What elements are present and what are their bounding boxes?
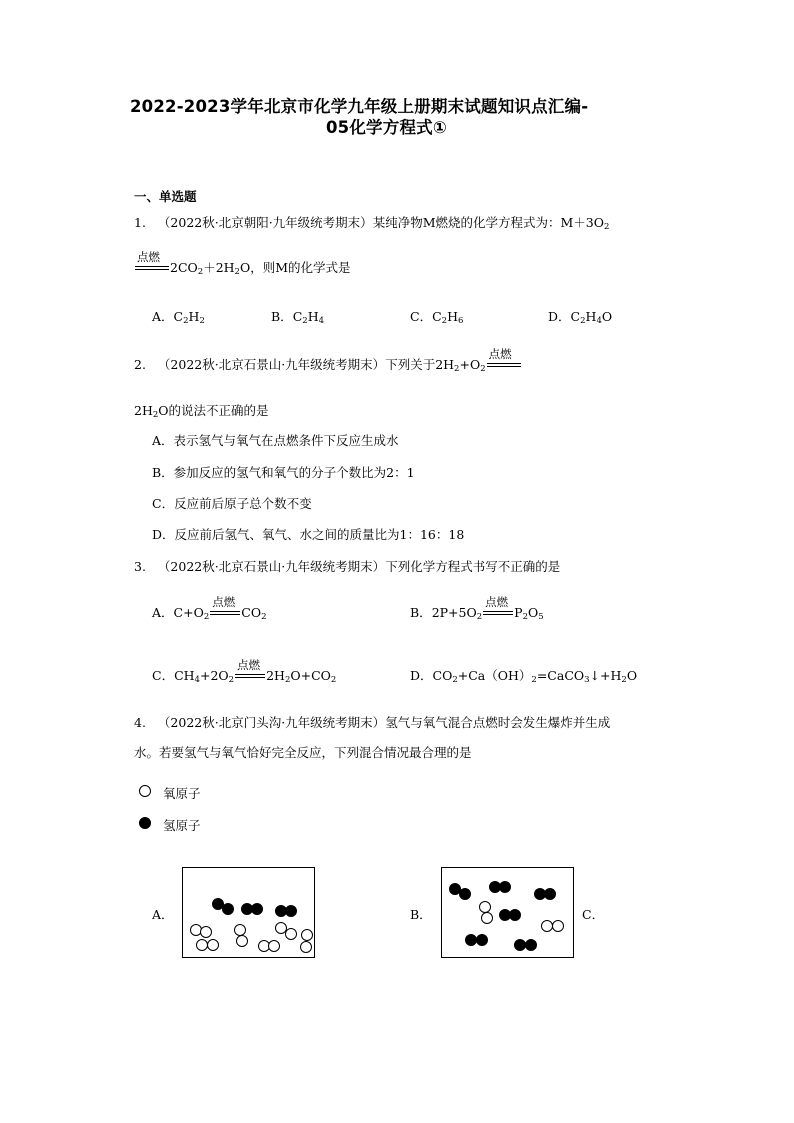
formula-text: ＋2H xyxy=(203,260,235,275)
reaction-condition-arrow: 点燃 xyxy=(235,670,265,684)
q4-option-c-label[interactable]: C． xyxy=(582,907,605,922)
page-title-line1: 2022-2023学年北京市化学九年级上册期末试题知识点汇编- xyxy=(130,97,589,116)
legend-hydrogen-label: 氢原子 xyxy=(163,818,201,833)
question-text: 某纯净物M燃烧的化学方程式为：M＋3O xyxy=(372,215,604,230)
subscript: 2 xyxy=(197,267,204,277)
q4-option-b-diagram[interactable] xyxy=(441,867,574,958)
question-number: 4. xyxy=(134,715,146,730)
q1-option-b[interactable]: B．$C_2H_4$ xyxy=(271,309,325,326)
condition-label: 点燃 xyxy=(137,249,160,264)
reaction-condition-arrow: 点燃 xyxy=(210,607,240,621)
q2-option-a[interactable]: A．表示氢气与氧气在点燃条件下反应生成水 xyxy=(152,433,399,448)
question-text: 下列化学方程式书写不正确的是 xyxy=(385,559,561,574)
question-text: O的说法不正确的是 xyxy=(158,403,269,418)
question-text: O，则M的化学式是 xyxy=(239,260,351,275)
q1-option-a[interactable]: A．$C_2H_2$ xyxy=(152,309,205,326)
reaction-condition-arrow: 点燃 xyxy=(483,607,513,621)
q4-option-a-label[interactable]: A． xyxy=(152,907,174,922)
q2-option-d[interactable]: D．反应前后氢气、氧气、水之间的质量比为1：16：18 xyxy=(152,527,465,542)
question-number: 1. xyxy=(134,215,146,230)
q4-option-b-label[interactable]: B． xyxy=(410,907,432,922)
oxygen-atom-legend-icon xyxy=(139,785,151,797)
formula-text: 2CO xyxy=(170,260,198,275)
question-3-line1 xyxy=(134,557,560,575)
question-1-line1 xyxy=(134,213,609,231)
q1-option-d[interactable]: D．$C_2H_4O$ xyxy=(548,309,613,326)
question-number: 2. xyxy=(134,357,146,372)
q1-option-c[interactable]: C．$C_2H_6$ xyxy=(410,309,464,326)
page-title-line2: 05化学方程式① xyxy=(326,118,448,137)
subscript: 2 xyxy=(604,222,610,232)
question-number: 3. xyxy=(134,559,146,574)
question-4-line2: 水。若要氢气与氧气恰好完全反应，下列混合情况最合理的是 xyxy=(134,745,472,760)
question-1-line2 xyxy=(134,249,351,277)
reaction-condition-arrow xyxy=(135,249,169,276)
q3-option-a[interactable]: A．$C+O_2$ 点燃 $CO_2$ xyxy=(152,594,267,622)
hydrogen-atom-legend-icon xyxy=(139,817,151,829)
q3-option-c[interactable]: C．$CH_4+2O_2$ 点燃 $2H_2O+CO_2$ xyxy=(152,657,337,685)
question-text: 氢气与氧气混合点燃时会发生爆炸并生成 xyxy=(385,715,611,730)
section-heading: 一、单选题 xyxy=(134,189,197,204)
legend-oxygen-label: 氧原子 xyxy=(163,786,201,801)
q2-option-c[interactable]: C．反应前后原子总个数不变 xyxy=(152,496,312,511)
q2-option-b[interactable]: B．参加反应的氢气和氧气的分子个数比为2：1 xyxy=(152,465,415,480)
question-source: （2022秋·北京门头沟·九年级统考期末） xyxy=(157,715,386,730)
q4-option-a-diagram[interactable] xyxy=(182,867,315,958)
q3-option-b[interactable]: B．$2P+5O_2$ 点燃 $P_2O_5$ xyxy=(410,594,544,622)
q3-option-d[interactable]: D．$CO_2+Ca(OH)_2=CaCO_3↓+H_2O$ xyxy=(410,668,638,685)
question-2-line1: 2. （2022秋·北京石景山·九年级统考期末）下列关于$2H_2+O_2$ 点燃 xyxy=(134,355,522,373)
question-source: （2022秋·北京石景山·九年级统考期末） xyxy=(157,357,386,372)
question-2-line2: $2H_2O$的说法不正确的是 xyxy=(134,403,269,420)
question-4-line1 xyxy=(134,713,610,731)
question-source: （2022秋·北京朝阳·九年级统考期末） xyxy=(157,215,373,230)
question-source: （2022秋·北京石景山·九年级统考期末） xyxy=(157,559,386,574)
question-text: 下列关于2H xyxy=(385,357,455,372)
subscript: 2 xyxy=(234,267,240,277)
reaction-condition-arrow: 点燃 xyxy=(487,359,521,373)
